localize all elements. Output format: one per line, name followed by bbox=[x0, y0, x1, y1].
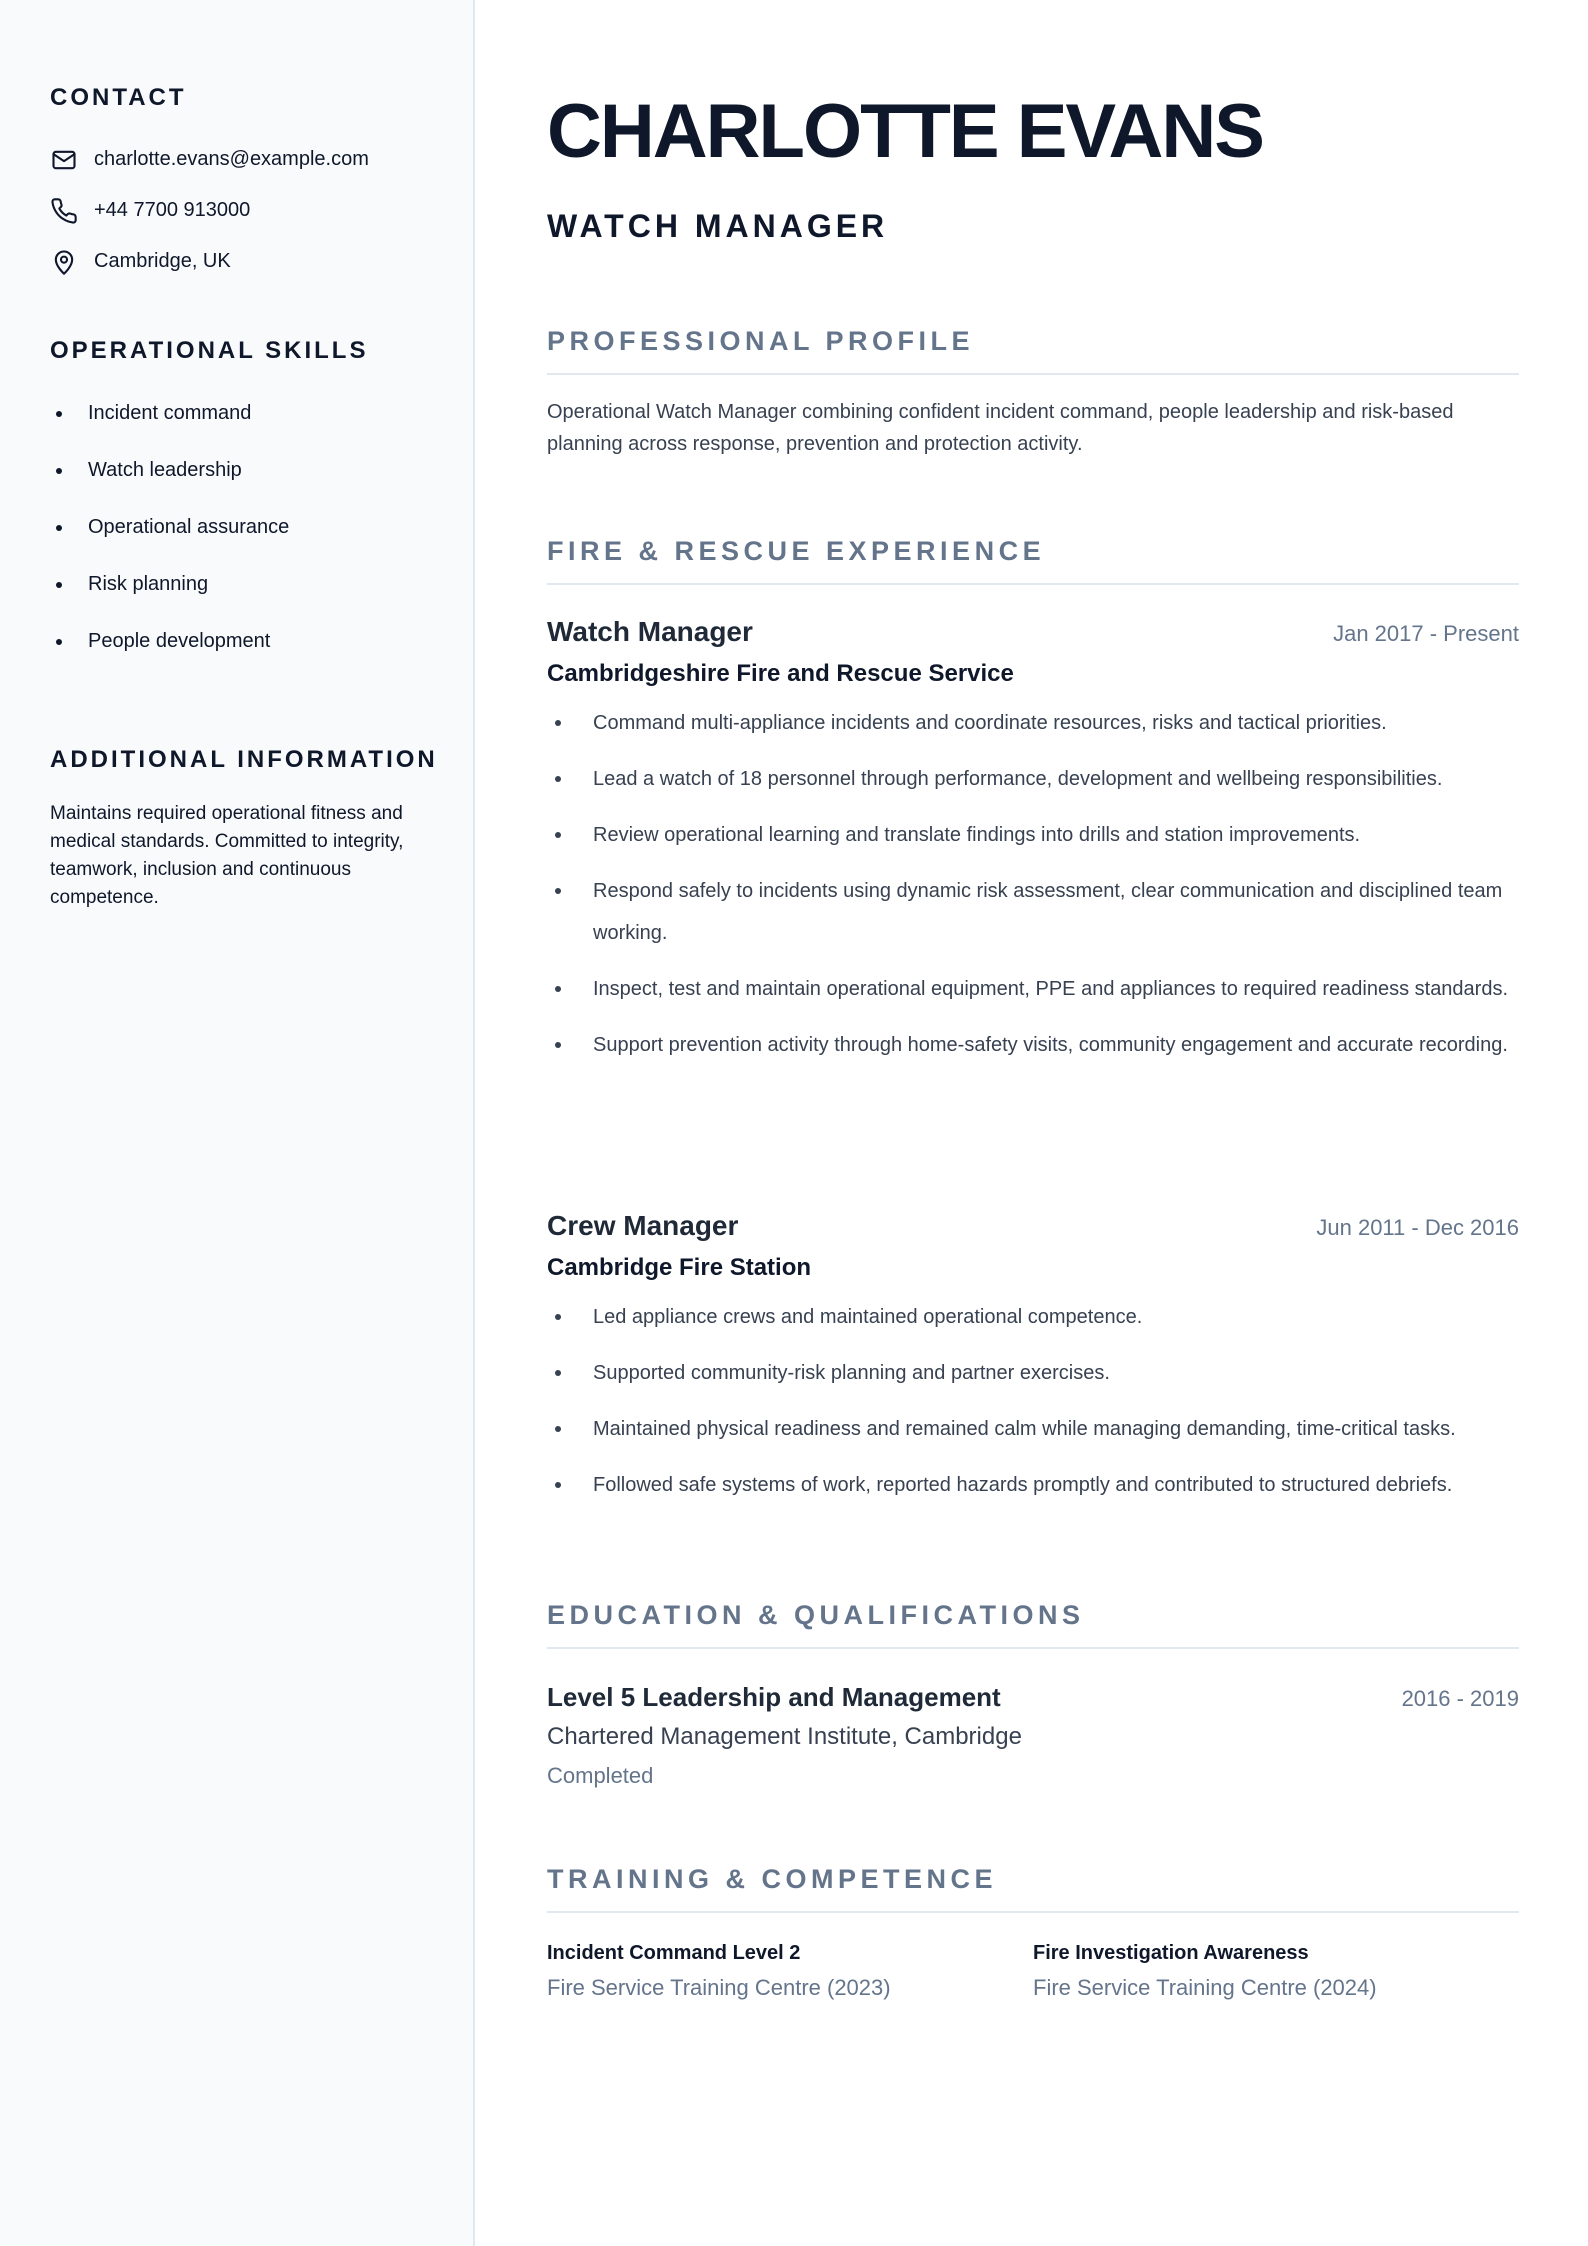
skill-label: Incident command bbox=[88, 402, 252, 424]
additional-info-text: Maintains required operational fitness and medical standards. Committed to integrity, teamwork, inclusion and continuous competence. bbox=[50, 803, 404, 908]
skill-item bbox=[50, 613, 473, 670]
list-item: Command multi-appliance incidents and coordinate resources, risks and tactical priorities. bbox=[547, 702, 1519, 758]
job-title: Crew Manager bbox=[547, 1210, 739, 1241]
institution: Chartered Management Institute, Cambridge bbox=[547, 1723, 1022, 1750]
training-name: Fire Investigation Awareness bbox=[1033, 1942, 1309, 1964]
list-item: Support prevention activity through home-safety visits, community engagement and accurate recording. bbox=[547, 1024, 1519, 1080]
education-status: Completed bbox=[547, 1763, 654, 1788]
candidate-name: CHARLOTTE EVANS bbox=[547, 89, 1263, 174]
skill-item bbox=[50, 385, 473, 442]
contact-location bbox=[50, 236, 473, 287]
contact-email[interactable] bbox=[50, 134, 473, 185]
skill-item bbox=[50, 499, 473, 556]
job-entry bbox=[547, 616, 1519, 1080]
mail-icon bbox=[50, 146, 78, 174]
training-list bbox=[547, 1942, 1519, 2001]
location-text: Cambridge, UK bbox=[94, 250, 231, 272]
job-dates: Jan 2017 - Present bbox=[1333, 621, 1519, 646]
profile-heading: PROFESSIONAL PROFILE bbox=[547, 326, 1519, 375]
training-item bbox=[547, 1942, 1033, 2001]
candidate-role: WATCH MANAGER bbox=[547, 208, 889, 244]
sidebar bbox=[0, 0, 475, 2246]
skills-heading: OPERATIONAL SKILLS bbox=[50, 337, 369, 364]
training-name: Incident Command Level 2 bbox=[547, 1942, 801, 1964]
job-entry bbox=[547, 1210, 1519, 1520]
job-title: Watch Manager bbox=[547, 616, 753, 647]
phone-icon bbox=[50, 197, 78, 225]
email-text: charlotte.evans@example.com bbox=[94, 148, 369, 170]
job-organization: Cambridgeshire Fire and Rescue Service bbox=[547, 660, 1014, 687]
profile-text: Operational Watch Manager combining confident incident command, people leadership and risk-based planning across response, prevention and protection activity. bbox=[547, 401, 1454, 455]
contact-heading: CONTACT bbox=[50, 84, 187, 111]
training-provider: Fire Service Training Centre (2023) bbox=[547, 1975, 891, 2000]
skill-item bbox=[50, 556, 473, 613]
phone-text: +44 7700 913000 bbox=[94, 199, 251, 221]
skill-label: People development bbox=[88, 630, 271, 652]
list-item: Review operational learning and translate findings into drills and station improvements. bbox=[547, 814, 1519, 870]
list-item: Respond safely to incidents using dynamic risk assessment, clear communication and disciplined team working. bbox=[547, 870, 1519, 968]
training-heading: TRAINING & COMPETENCE bbox=[547, 1864, 1519, 1913]
additional-info-heading: ADDITIONAL INFORMATION bbox=[50, 746, 438, 773]
education-dates: 2016 - 2019 bbox=[1401, 1686, 1519, 1711]
skills-list bbox=[50, 385, 473, 670]
list-item: Supported community-risk planning and partner exercises. bbox=[547, 1352, 1519, 1408]
education-entry bbox=[547, 1682, 1519, 1789]
contact-phone[interactable] bbox=[50, 185, 473, 236]
skill-label: Risk planning bbox=[88, 573, 209, 595]
skill-label: Watch leadership bbox=[88, 459, 242, 481]
list-item: Led appliance crews and maintained operational competence. bbox=[547, 1296, 1519, 1352]
skill-label: Operational assurance bbox=[88, 516, 290, 538]
location-pin-icon bbox=[50, 248, 78, 276]
list-item: Maintained physical readiness and remained calm while managing demanding, time-critical tasks. bbox=[547, 1408, 1519, 1464]
list-item: Followed safe systems of work, reported hazards promptly and contributed to structured debriefs. bbox=[547, 1464, 1519, 1520]
training-provider: Fire Service Training Centre (2024) bbox=[1033, 1975, 1377, 2000]
degree-title: Level 5 Leadership and Management bbox=[547, 1682, 1001, 1712]
job-dates: Jun 2011 - Dec 2016 bbox=[1316, 1215, 1519, 1240]
experience-heading: FIRE & RESCUE EXPERIENCE bbox=[547, 536, 1519, 585]
list-item: Lead a watch of 18 personnel through performance, development and wellbeing responsibilities. bbox=[547, 758, 1519, 814]
job-bullets bbox=[547, 702, 1519, 1080]
job-organization: Cambridge Fire Station bbox=[547, 1254, 812, 1281]
education-heading: EDUCATION & QUALIFICATIONS bbox=[547, 1600, 1519, 1649]
job-bullets bbox=[547, 1296, 1519, 1520]
skill-item bbox=[50, 442, 473, 499]
training-item bbox=[1033, 1942, 1519, 2001]
list-item: Inspect, test and maintain operational equipment, PPE and appliances to required readiness standards. bbox=[547, 968, 1519, 1024]
